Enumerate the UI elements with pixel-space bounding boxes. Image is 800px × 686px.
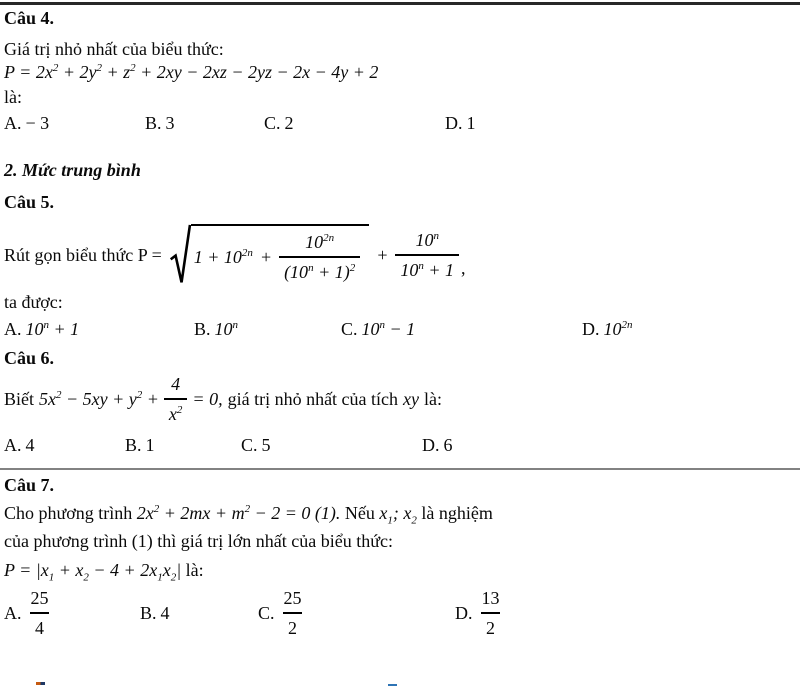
option-label: B. — [145, 113, 162, 133]
option-label: A. — [4, 435, 22, 455]
fraction-denominator — [164, 398, 188, 425]
question-4-intro: Giá trị nhỏ nhất của biểu thức: — [4, 39, 224, 59]
equation-segment: 2x — [136, 503, 154, 523]
equation-segment: 10 — [361, 319, 380, 339]
question-6 — [4, 347, 792, 457]
option-b — [145, 111, 264, 135]
option-value — [604, 319, 633, 339]
square-root — [170, 224, 369, 286]
question-7-line1 — [4, 500, 792, 526]
option-a — [4, 587, 140, 639]
option-label: D. — [455, 603, 473, 623]
equation-segment: (10 — [284, 262, 309, 282]
equation-segment: | — [176, 560, 182, 580]
plus-operator: + — [376, 244, 389, 265]
option-d — [445, 111, 476, 135]
roots — [379, 503, 417, 527]
equation-segment: 10 — [305, 232, 324, 252]
exponent: n — [232, 319, 239, 331]
equation-segment: 10 — [25, 319, 44, 339]
question-4-heading: Câu 4. — [4, 8, 55, 28]
fraction-denominator: 2 — [481, 612, 500, 639]
exponent: 2 — [56, 388, 62, 401]
exponent: n — [418, 260, 424, 272]
equation-segment: + x — [54, 560, 84, 580]
equation-segment: − 1 — [385, 319, 416, 339]
exponent: 2 — [176, 404, 183, 416]
radicand — [191, 224, 369, 286]
option-value: 3 — [165, 113, 175, 133]
text-segment: Nếu — [340, 503, 380, 523]
fraction — [477, 587, 505, 639]
exponent: 2 — [244, 503, 251, 515]
equation-segment: − 5xy + y — [61, 388, 137, 409]
subscript: 2 — [411, 514, 417, 527]
radicand-left — [194, 247, 253, 268]
option-value: 6 — [443, 435, 453, 455]
equation-segment: x — [162, 560, 171, 580]
equation-segment: P = 2x — [4, 62, 53, 82]
option-label: B. — [194, 319, 211, 339]
exponent: n — [308, 262, 314, 274]
question-7-line2: của phương trình (1) thì giá trị lớn nhất của biểu thức: — [4, 531, 393, 551]
fraction-numerator: 4 — [171, 374, 181, 394]
option-value: 1 — [466, 113, 476, 133]
text-segment: là: — [181, 560, 204, 580]
top-rule — [0, 2, 800, 5]
fraction — [26, 587, 54, 639]
fraction-numerator: 25 — [30, 588, 49, 608]
option-label: B. — [125, 435, 142, 455]
text-segment: là nghiệm — [416, 503, 493, 523]
option-label: D. — [582, 319, 600, 339]
option-b — [194, 317, 341, 341]
equation-segment: 10 — [214, 319, 233, 339]
option-d — [455, 587, 505, 639]
option-label: A. — [4, 113, 22, 133]
option-b — [125, 433, 241, 457]
question-5-tail: ta được: — [4, 292, 63, 312]
option-a — [4, 433, 125, 457]
option-label: C. — [241, 435, 258, 455]
equation-segment: + 1) — [313, 262, 350, 282]
option-value: 4 — [25, 435, 35, 455]
option-label: D. — [445, 113, 463, 133]
equation-segment: + 1 — [49, 319, 80, 339]
subscript: 1 — [387, 514, 393, 527]
exponent: 2 — [153, 503, 160, 515]
fraction-numerator: 13 — [481, 588, 500, 608]
option-d — [422, 433, 453, 457]
question-7-line3 — [4, 557, 792, 583]
question-4 — [4, 7, 792, 135]
option-label: C. — [258, 603, 275, 623]
radical-icon — [170, 224, 191, 286]
fraction — [279, 587, 307, 639]
exponent: 2 — [130, 62, 136, 74]
equation-segment: + 1 — [423, 260, 455, 280]
question-4-options — [4, 111, 792, 135]
text-segment: Cho phương trình — [4, 503, 137, 523]
equation-segment: 1 + 10 — [193, 246, 242, 267]
separator: ; — [392, 503, 404, 523]
variable: x — [379, 503, 388, 523]
option-value — [26, 319, 80, 339]
equation-segment: + 2mx + m — [159, 503, 245, 523]
option-label: C. — [264, 113, 281, 133]
fraction-denominator — [395, 254, 459, 281]
exponent: 2n — [241, 246, 253, 259]
comma: , — [461, 257, 466, 278]
equation-segment: x — [168, 404, 177, 424]
question-7-heading: Câu 7. — [4, 475, 55, 495]
question-6-options — [4, 433, 792, 457]
equation-left — [39, 389, 159, 410]
equation-segment: 10 — [400, 260, 419, 280]
equation-segment: + 2y — [58, 62, 97, 82]
option-a — [4, 317, 194, 341]
equation-segment: − 2 = 0 (1). — [250, 503, 341, 523]
option-label: C. — [341, 319, 358, 339]
option-c — [258, 587, 455, 639]
option-c — [264, 111, 445, 135]
question-5-heading: Câu 5. — [4, 192, 55, 212]
equation-segment: + z — [101, 62, 131, 82]
section-2-heading: 2. Mức trung bình — [4, 160, 141, 180]
fraction — [395, 229, 459, 281]
option-label: D. — [422, 435, 440, 455]
question-7 — [4, 474, 792, 639]
option-value: 5 — [261, 435, 271, 455]
question-5-options — [4, 317, 792, 341]
exponent: 2 — [349, 262, 356, 274]
equation-segment: 5x — [39, 388, 56, 409]
option-label: A. — [4, 319, 22, 339]
question-6-equation — [4, 373, 792, 425]
option-label: B. — [140, 603, 157, 623]
question-5-lead: Rút gọn biểu thức P = — [4, 244, 162, 265]
option-value: 4 — [160, 603, 170, 623]
equation-segment: 10 — [603, 319, 622, 339]
equation — [4, 560, 182, 584]
exponent: 2n — [621, 319, 633, 331]
option-c — [241, 433, 422, 457]
option-d — [582, 317, 633, 341]
exponent: n — [43, 319, 49, 331]
equation-segment: + 2xy − 2xz − 2yz − 2x − 4y + 2 — [135, 62, 379, 82]
equation-segment: 10 — [415, 230, 434, 250]
option-value: − 3 — [25, 113, 50, 133]
question-4-tail: là: — [4, 87, 22, 107]
question-4-equation — [4, 61, 792, 84]
variable: xy — [403, 388, 420, 409]
fraction-denominator: 2 — [283, 612, 302, 639]
fraction-denominator: 4 — [30, 612, 49, 639]
equation-segment: − 4 + 2x — [88, 560, 158, 580]
equation-segment: + — [142, 388, 159, 409]
fraction-numerator: 25 — [283, 588, 302, 608]
exponent: 2 — [96, 62, 102, 74]
equation — [137, 503, 341, 523]
subscript: 2 — [170, 571, 177, 584]
exponent: n — [379, 319, 386, 331]
option-value: 1 — [145, 435, 155, 455]
subscript: 1 — [157, 571, 163, 584]
fraction — [164, 373, 188, 425]
question-6-mid: giá trị nhỏ nhất của tích — [227, 388, 399, 409]
exponent: n — [433, 230, 439, 242]
option-label: A. — [4, 603, 22, 623]
subscript: 2 — [83, 571, 89, 584]
option-value: 2 — [284, 113, 294, 133]
variable: x — [403, 503, 412, 523]
subscript: 1 — [48, 571, 55, 584]
section-divider — [0, 468, 800, 470]
option-value — [362, 319, 416, 339]
question-6-heading: Câu 6. — [4, 348, 55, 368]
option-a — [4, 111, 145, 135]
question-7-options — [4, 587, 792, 639]
fraction-numerator — [410, 229, 444, 254]
equation-right: = 0, — [192, 388, 223, 409]
fraction-numerator — [300, 231, 339, 256]
exponent: 2 — [52, 62, 59, 74]
option-b — [140, 601, 258, 625]
fraction — [279, 231, 360, 283]
exponent: 2n — [323, 232, 335, 244]
question-6-tail: là: — [424, 388, 443, 409]
exponent: 2 — [136, 388, 143, 401]
document-page — [0, 2, 800, 686]
plus-operator: + — [259, 246, 273, 267]
document-content — [0, 7, 800, 639]
option-value — [215, 319, 239, 339]
option-c — [341, 317, 582, 341]
question-6-pre: Biết — [4, 388, 34, 409]
question-5 — [4, 191, 792, 341]
equation-segment: P = |x — [4, 560, 49, 580]
question-5-formula — [4, 224, 792, 286]
fraction-denominator — [279, 256, 360, 283]
